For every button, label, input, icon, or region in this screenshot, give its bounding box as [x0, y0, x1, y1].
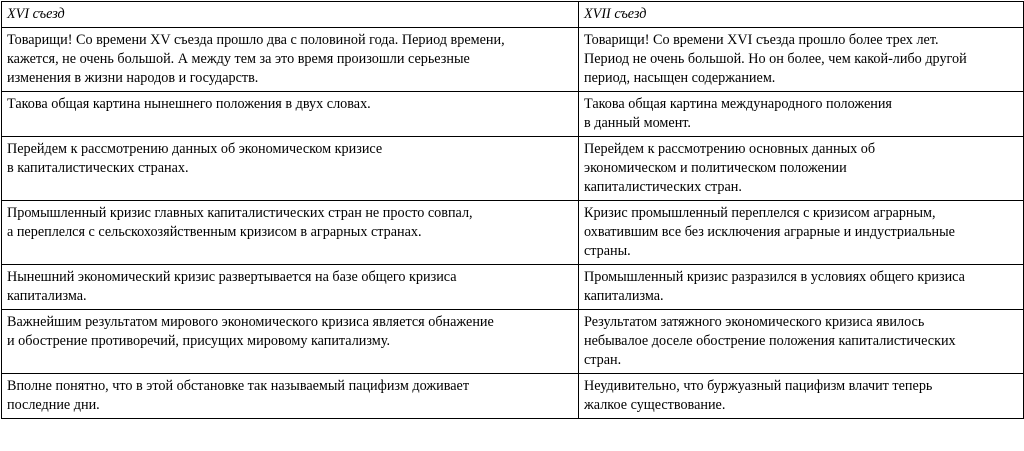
table-row [2, 265, 1024, 310]
xvii-congress-cell: Перейдем к рассмотрению основных данных об экономическом и политическом положении капиталистических стран. [579, 137, 1024, 201]
xvi-congress-cell: Такова общая картина нынешнего положения в двух словах. [2, 92, 579, 137]
column-header-xvi-congress: XVI съезд [2, 2, 579, 28]
xvii-congress-cell: Товарищи! Со времени XVI съезда прошло более трех лет. Период не очень большой. Но он более, чем какой-либо другой период, насыщен содержанием. [579, 28, 1024, 92]
xvi-congress-cell: Товарищи! Со времени XV съезда прошло два с половиной года. Период времени, кажется, не очень большой. А между тем за это время произошли серьезные изменения в жизни народов и государств. [2, 28, 579, 92]
xvi-congress-cell: Нынешний экономический кризис развертывается на базе общего кризиса капитализма. [2, 265, 579, 310]
xvii-congress-cell: Результатом затяжного экономического кризиса явилось небывалое доселе обострение положения капиталистических стран. [579, 310, 1024, 374]
comparison-table [1, 1, 1024, 419]
xvi-congress-cell: Перейдем к рассмотрению данных об экономическом кризисе в капиталистических странах. [2, 137, 579, 201]
table-row [2, 28, 1024, 92]
column-header-xvii-congress: XVII съезд [579, 2, 1024, 28]
xvi-congress-cell: Вполне понятно, что в этой обстановке так называемый пацифизм доживает последние дни. [2, 374, 579, 419]
table-row [2, 310, 1024, 374]
table-row [2, 92, 1024, 137]
table-header-row [2, 2, 1024, 28]
xvi-congress-cell: Важнейшим результатом мирового экономического кризиса является обнажение и обострение противоречий, присущих мировому капитализму. [2, 310, 579, 374]
table-row [2, 137, 1024, 201]
xvii-congress-cell: Кризис промышленный переплелся с кризисом аграрным, охватившим все без исключения аграрные и индустриальные страны. [579, 201, 1024, 265]
xvii-congress-cell: Неудивительно, что буржуазный пацифизм влачит теперь жалкое существование. [579, 374, 1024, 419]
table-row [2, 201, 1024, 265]
xvi-congress-cell: Промышленный кризис главных капиталистических стран не просто совпал, а переплелся с сельскохозяйственным кризисом в аграрных странах. [2, 201, 579, 265]
xvii-congress-cell: Промышленный кризис разразился в условиях общего кризиса капитализма. [579, 265, 1024, 310]
table-row [2, 374, 1024, 419]
xvii-congress-cell: Такова общая картина международного положения в данный момент. [579, 92, 1024, 137]
